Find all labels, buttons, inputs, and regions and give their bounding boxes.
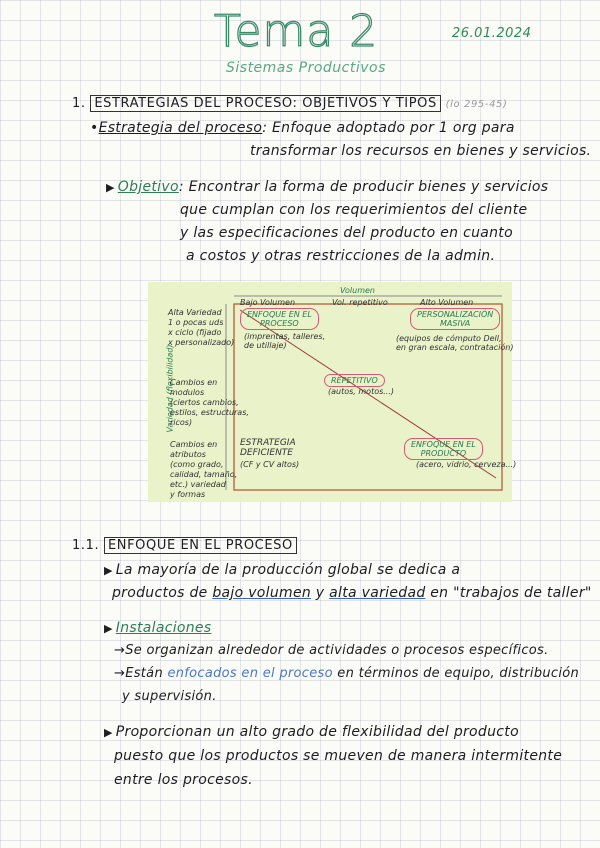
variety-axis-label: Variedad (flexibilidad) bbox=[165, 344, 175, 433]
section-title: ESTRATEGIAS DEL PROCESO: OBJETIVOS Y TIPOS bbox=[90, 95, 441, 112]
para-text: La mayoría de la producción global se dedica a bbox=[115, 562, 461, 578]
estrategia-text: : Enfoque adoptado por 1 org para bbox=[262, 120, 515, 136]
note-line: en gran escala, contratación) bbox=[396, 343, 514, 352]
row-label-line: x ciclo (fijado bbox=[168, 328, 222, 337]
label-line: ESTRATEGIA bbox=[240, 438, 296, 448]
repetitive-badge: REPETITIVO bbox=[324, 374, 385, 387]
estrategia-text-2: transformar los recursos en bienes y servicios. bbox=[250, 143, 592, 159]
col-repetitive: Vol. repetitivo bbox=[332, 298, 388, 307]
arrow-icon: → bbox=[114, 666, 126, 681]
page-date: 26.01.2024 bbox=[452, 26, 532, 41]
objetivo-line-2: que cumplan con los requerimientos del cliente bbox=[180, 202, 528, 218]
alta-variedad-term: alta variedad bbox=[329, 585, 426, 601]
objetivo-line-3: y las especificaciones del producto en cuanto bbox=[180, 225, 513, 241]
col-low-volume: Bajo Volumen bbox=[240, 298, 296, 307]
process-strategy-diagram bbox=[148, 282, 517, 502]
badge-line: ENFOQUE EN EL bbox=[411, 440, 476, 449]
mass-customization-note bbox=[396, 334, 513, 352]
page-title: Tema 2 bbox=[214, 6, 379, 57]
objetivo-label: Objetivo bbox=[117, 179, 179, 195]
instalaciones-item-1 bbox=[114, 643, 549, 658]
enfocados-term: enfocados en el proceso bbox=[167, 666, 333, 681]
objetivo-text: : Encontrar la forma de producir bienes y servicios bbox=[178, 179, 549, 195]
row-label-line: Cambios en bbox=[170, 440, 218, 449]
item-text: en términos de equipo, distribución bbox=[332, 666, 580, 681]
arrow-icon: → bbox=[114, 643, 126, 658]
repetitive-note: (autos, motos...) bbox=[328, 387, 395, 396]
triangle-bullet-icon: ▶ bbox=[106, 181, 115, 194]
row-label-line: modulos bbox=[170, 388, 205, 397]
objetivo-line-1 bbox=[106, 179, 548, 195]
row-label-line: ricos) bbox=[170, 418, 193, 427]
focus-product-badge bbox=[404, 438, 483, 460]
page-subtitle: Sistemas Productivos bbox=[226, 60, 386, 76]
para3-line-3: entre los procesos. bbox=[114, 772, 253, 788]
note-line: (imprentas, talleres, bbox=[244, 332, 326, 341]
badge-line: ENFOQUE EN EL bbox=[247, 310, 312, 319]
para-text: en "trabajos de taller" bbox=[425, 585, 592, 601]
item-text: Se organizan alrededor de actividades o procesos específicos. bbox=[125, 643, 549, 658]
para-text: y bbox=[311, 585, 330, 601]
para-text: Proporcionan un alto grado de flexibilidad del producto bbox=[115, 724, 519, 740]
row-label-line: etc.) variedad bbox=[170, 480, 226, 489]
bajo-volumen-term: bajo volumen bbox=[212, 585, 312, 601]
triangle-bullet-icon: ▶ bbox=[104, 622, 113, 635]
instalaciones-label: Instalaciones bbox=[115, 620, 212, 636]
badge-line: PRODUCTO bbox=[420, 449, 467, 458]
section-title: ENFOQUE EN EL PROCESO bbox=[104, 537, 297, 554]
row-label-line: x personalizado) bbox=[168, 338, 235, 347]
mass-customization-badge bbox=[410, 308, 500, 330]
row-label-line: estilos, estructuras, bbox=[170, 408, 249, 417]
section-number: 1.1. bbox=[72, 538, 100, 553]
instalaciones-item-2b: y supervisión. bbox=[122, 689, 217, 704]
col-high-volume: Alto Volumen bbox=[420, 298, 474, 307]
bullet-icon: • bbox=[90, 120, 99, 136]
row-label-line: y formas bbox=[170, 490, 206, 499]
row-module-changes bbox=[170, 378, 249, 428]
note-line: (equipos de cómputo Dell, bbox=[396, 334, 502, 343]
row-high-variety bbox=[168, 308, 234, 348]
badge-line: PERSONALIZACIÓN bbox=[417, 310, 494, 319]
volume-label: Volumen bbox=[340, 286, 375, 295]
row-label-line: calidad, tamaño, bbox=[170, 470, 238, 479]
row-attribute-changes bbox=[170, 440, 237, 500]
badge-line: MASIVA bbox=[440, 319, 471, 328]
weak-strategy-label bbox=[240, 438, 296, 458]
triangle-bullet-icon: ▶ bbox=[104, 564, 113, 577]
para-text: productos de bbox=[112, 585, 213, 601]
row-label-line: (como grado, bbox=[170, 460, 224, 469]
row-label-line: atributos bbox=[170, 450, 206, 459]
row-label-line: Alta Variedad bbox=[168, 308, 222, 317]
row-label-line: (ciertos cambios, bbox=[170, 398, 239, 407]
focus-process-note bbox=[244, 332, 325, 350]
section-number: 1. bbox=[72, 96, 86, 111]
triangle-bullet-icon: ▶ bbox=[104, 726, 113, 739]
focus-process-badge bbox=[240, 308, 319, 330]
instalaciones-heading bbox=[104, 620, 211, 636]
row-label-line: Cambios en bbox=[170, 378, 218, 387]
section-1-1-heading bbox=[72, 538, 297, 553]
estrategia-definition bbox=[90, 120, 515, 136]
focus-product-note: (acero, vidrio, cerveza...) bbox=[416, 460, 517, 469]
para3-line-2: puesto que los productos se mueven de manera intermitente bbox=[114, 748, 563, 764]
page-reference: (lo 295-45) bbox=[445, 99, 508, 110]
para1-line-2 bbox=[112, 585, 592, 601]
note-line: de utillaje) bbox=[244, 341, 287, 350]
estrategia-label: Estrategia del proceso bbox=[98, 120, 263, 136]
row-label-line: 1 o pocas uds bbox=[168, 318, 224, 327]
badge-line: PROCESO bbox=[260, 319, 299, 328]
instalaciones-item-2 bbox=[114, 666, 579, 681]
item-text: Están bbox=[125, 666, 168, 681]
section-1-heading bbox=[72, 96, 508, 111]
weak-strategy-note: (CF y CV altos) bbox=[240, 460, 300, 469]
para3-line-1 bbox=[104, 724, 519, 740]
label-line: DEFICIENTE bbox=[240, 448, 293, 458]
objetivo-line-4: a costos y otras restricciones de la admin. bbox=[186, 248, 496, 264]
para1-line-1 bbox=[104, 562, 460, 578]
